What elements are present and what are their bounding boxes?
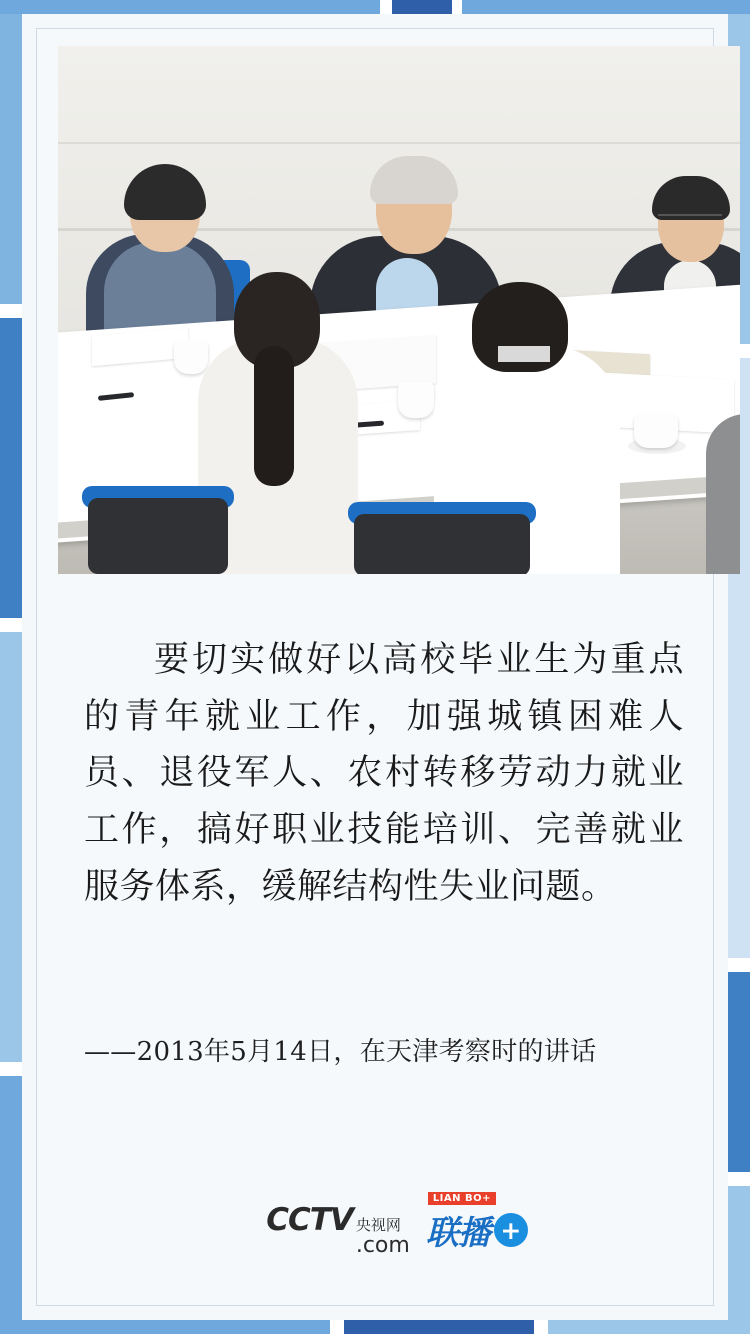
meeting-photo-content (58, 46, 740, 574)
lianbo-plus-icon: + (494, 1213, 528, 1247)
decor-block-right-3 (728, 972, 750, 1172)
cctv-chinese-label: 央视网 (355, 1216, 401, 1234)
quote-attribution: ——2013年5月14日，在天津考察时的讲话 (84, 1037, 597, 1067)
chair-front-left (88, 498, 228, 574)
chair-front-right (354, 514, 530, 574)
decor-block-top-left (0, 0, 380, 14)
poster-card (22, 14, 728, 1320)
cctv-wordmark: CCTV (266, 1202, 353, 1238)
meeting-photo (58, 46, 740, 574)
person-right-glasses (658, 214, 722, 226)
decor-block-bottom-right (548, 1320, 750, 1334)
cup-4 (634, 414, 678, 448)
decor-block-left-4 (0, 1076, 22, 1320)
decor-block-left-2 (0, 318, 22, 618)
lianbo-wordmark: 联播 (425, 1212, 490, 1252)
cup-1 (174, 340, 208, 374)
person-far-right-body (706, 414, 740, 574)
logo-row (22, 1192, 750, 1258)
person-front-right-collar (498, 346, 550, 362)
lianbo-pinyin-badge: LIAN BO+ (428, 1192, 496, 1205)
cctv-logo (266, 1202, 410, 1258)
decor-block-bottom-left (0, 1320, 330, 1334)
decor-block-top-right (462, 0, 750, 14)
person-front-left-ponytail (254, 346, 294, 486)
decor-block-left-1 (0, 14, 22, 304)
lianbo-logo (425, 1192, 528, 1254)
cup-2 (398, 382, 434, 418)
cctv-text-stack (356, 1218, 410, 1258)
photo-wall-line-upper (58, 142, 740, 144)
cctv-domain-label: .com (355, 1233, 410, 1258)
decor-block-bottom-middle (344, 1320, 534, 1334)
quote-text: 要切实做好以高校毕业生为重点的青年就业工作，加强城镇困难人员、退役军人、农村转移劳动力就业工作，搞好职业技能培训、完善就业服务体系，缓解结构性失业问题。 (84, 640, 684, 907)
decor-block-top-middle (392, 0, 452, 14)
decor-block-left-3 (0, 632, 22, 1062)
